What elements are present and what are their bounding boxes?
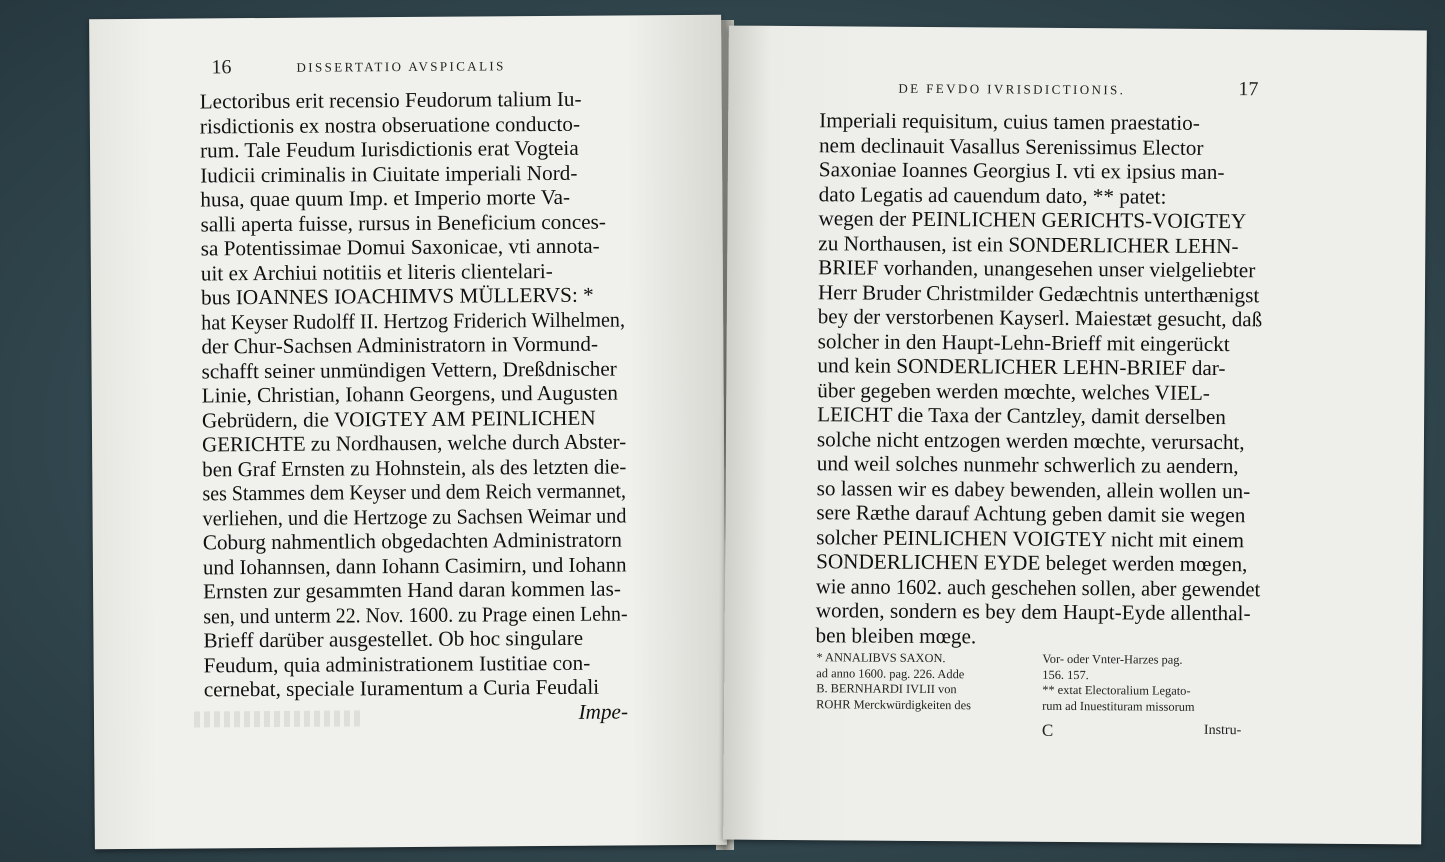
- text-line: und Iohannsen, dann Iohann Casimirn, und Iohann: [202, 551, 627, 579]
- text-line: Ernsten zur gesammten Hand daran kommen las-: [203, 576, 621, 604]
- text-line: uit ex Archiui notitiis et literis clientelari-: [200, 258, 553, 285]
- text-line: sere Ræthe darauf Achtung geben damit sie wegen: [816, 500, 1246, 528]
- text-line: SONDERLICHEN EYDE beleget werden mœgen,: [816, 549, 1248, 577]
- text-line: Lectoribus erit recensio Feudorum talium Iu-: [199, 86, 582, 114]
- text-line: salli aperta fuisse, rursus in Beneficium conces-: [200, 209, 607, 236]
- text-line: und weil solches nunmehr schwerlich zu aendern,: [816, 451, 1239, 479]
- text-line: schafft seiner unmündigen Vettern, Dreßdnischer: [201, 356, 617, 383]
- text-line: ROHR Merckwürdigkeiten des: [816, 696, 972, 712]
- signature-mark: C: [1041, 720, 1054, 740]
- text-line: cernebat, speciale Iuramentum a Curia Feudali: [203, 674, 600, 702]
- text-line: nem declinauit Vasallus Serenissimus Elector: [818, 132, 1204, 160]
- text-line: LEICHT die Taxa der Cantzley, damit derselben: [817, 402, 1227, 430]
- text-line: ** extat Electoralium Legato-: [1042, 682, 1191, 698]
- catchword: Impe-: [578, 698, 629, 724]
- catchword: Instru-: [1203, 722, 1242, 739]
- right-page: [723, 26, 1427, 845]
- text-line: ad anno 1600. pag. 226. Adde: [816, 665, 965, 681]
- text-line: sen, und unterm 22. Nov. 1600. zu Prage einen Lehn-: [203, 600, 628, 628]
- text-line: wie anno 1602. auch geschehen sollen, aber gewendet: [815, 573, 1261, 601]
- text-line: über gegeben werden mœchte, welches VIEL-: [817, 377, 1210, 405]
- text-line: so lassen wir es dabey bewenden, allein wollen un-: [816, 475, 1251, 503]
- text-line: BRIEF vorhanden, unangesehen unser vielgeliebter: [818, 255, 1256, 283]
- text-line: Coburg nahmentlich obgedachten Administratorn: [202, 527, 622, 555]
- text-line: zu Northausen, ist ein SONDERLICHER LEHN-: [818, 230, 1239, 258]
- text-line: Linie, Christian, Iohann Georgens, und Augusten: [201, 380, 619, 408]
- text-line: GERICHTE zu Nordhausen, welche durch Abster-: [201, 429, 627, 457]
- running-head: DE FEVDO IVRISDICTIONIS.: [898, 80, 1126, 98]
- text-line: bey der verstorbenen Kayserl. Maiestæt gesucht, daß: [817, 304, 1263, 332]
- text-line: wegen der PEINLICHEN GERICHTS-VOIGTEY: [818, 206, 1247, 234]
- text-line: hat Keyser Rudolff II. Hertzog Friderich Wilhelmen,: [201, 306, 626, 334]
- left-page: [89, 15, 727, 849]
- text-line: solche nicht entzogen werden mœchte, verursacht,: [816, 426, 1245, 454]
- text-line: 156. 157.: [1042, 667, 1089, 682]
- footnotes-right: [1042, 652, 1260, 716]
- text-line: der Chur-Sachsen Administratorn in Vormund-: [201, 331, 599, 359]
- page-number: 17: [1238, 78, 1259, 101]
- body-text: [816, 108, 1264, 650]
- text-line: rum ad Inuestituram missorum: [1042, 698, 1195, 714]
- text-line: Imperiali requisitum, cuius tamen praestatio-: [819, 108, 1200, 135]
- text-line: solcher in den Haupt-Lehn-Brieff mit eingerückt: [817, 328, 1230, 356]
- text-line: ses Stammes dem Keyser und dem Reich vermannet,: [202, 478, 627, 506]
- text-line: Iudicii criminalis in Ciuitate imperiali Nord-: [200, 160, 578, 187]
- text-line: Feudum, quia administrationem Iustitiae con-: [203, 650, 591, 677]
- text-line: * ANNALIBVS SAXON.: [816, 650, 946, 666]
- text-line: solcher PEINLICHEN VOIGTEY nicht mit einem: [816, 524, 1245, 552]
- text-line: worden, sondern es bey dem Haupt-Eyde allenthal-: [815, 598, 1251, 626]
- text-line: ben Graf Ernsten zu Hohnstein, als des letzten die-: [202, 453, 627, 481]
- page-number: 16: [211, 56, 232, 79]
- bleed-through: [194, 710, 364, 727]
- text-line: verliehen, und die Hertzoge zu Sachsen Weimar und: [202, 502, 627, 530]
- text-line: sa Potentissimae Domui Saxonicae, vti annota-: [200, 233, 600, 261]
- text-line: bus IOANNES IOACHIMVS MÜLLERVS: *: [200, 282, 594, 310]
- footnotes-left: [816, 650, 1031, 713]
- text-line: Gebrüdern, die VOIGTEY AM PEINLICHEN: [201, 405, 596, 432]
- text-line: B. BERNHARDI IVLII von: [816, 681, 957, 697]
- text-line: Saxoniae Ioannes Georgius I. vti ex ipsius man-: [818, 157, 1225, 185]
- text-line: risdictionis ex nostra obseruatione conducto-: [199, 111, 581, 138]
- text-line: ben bleiben mœge.: [815, 622, 977, 648]
- text-line: dato Legatis ad cauendum dato, ** patet:: [818, 181, 1167, 209]
- text-line: husa, quae quum Imp. et Imperio morte Va-: [200, 184, 571, 212]
- text-line: Brieff darüber ausgestellet. Ob hoc singulare: [203, 625, 584, 653]
- text-line: rum. Tale Feudum Iurisdictionis erat Vogteia: [199, 135, 579, 163]
- text-line: Herr Bruder Christmilder Gedæchtnis unterthænigst: [817, 279, 1260, 307]
- body-text: [200, 86, 628, 726]
- text-line: Vor- oder Vnter-Harzes pag.: [1042, 651, 1183, 667]
- running-head: DISSERTATIO AVSPICALIS: [296, 58, 506, 75]
- text-line: und kein SONDERLICHER LEHN-BRIEF dar-: [817, 353, 1226, 381]
